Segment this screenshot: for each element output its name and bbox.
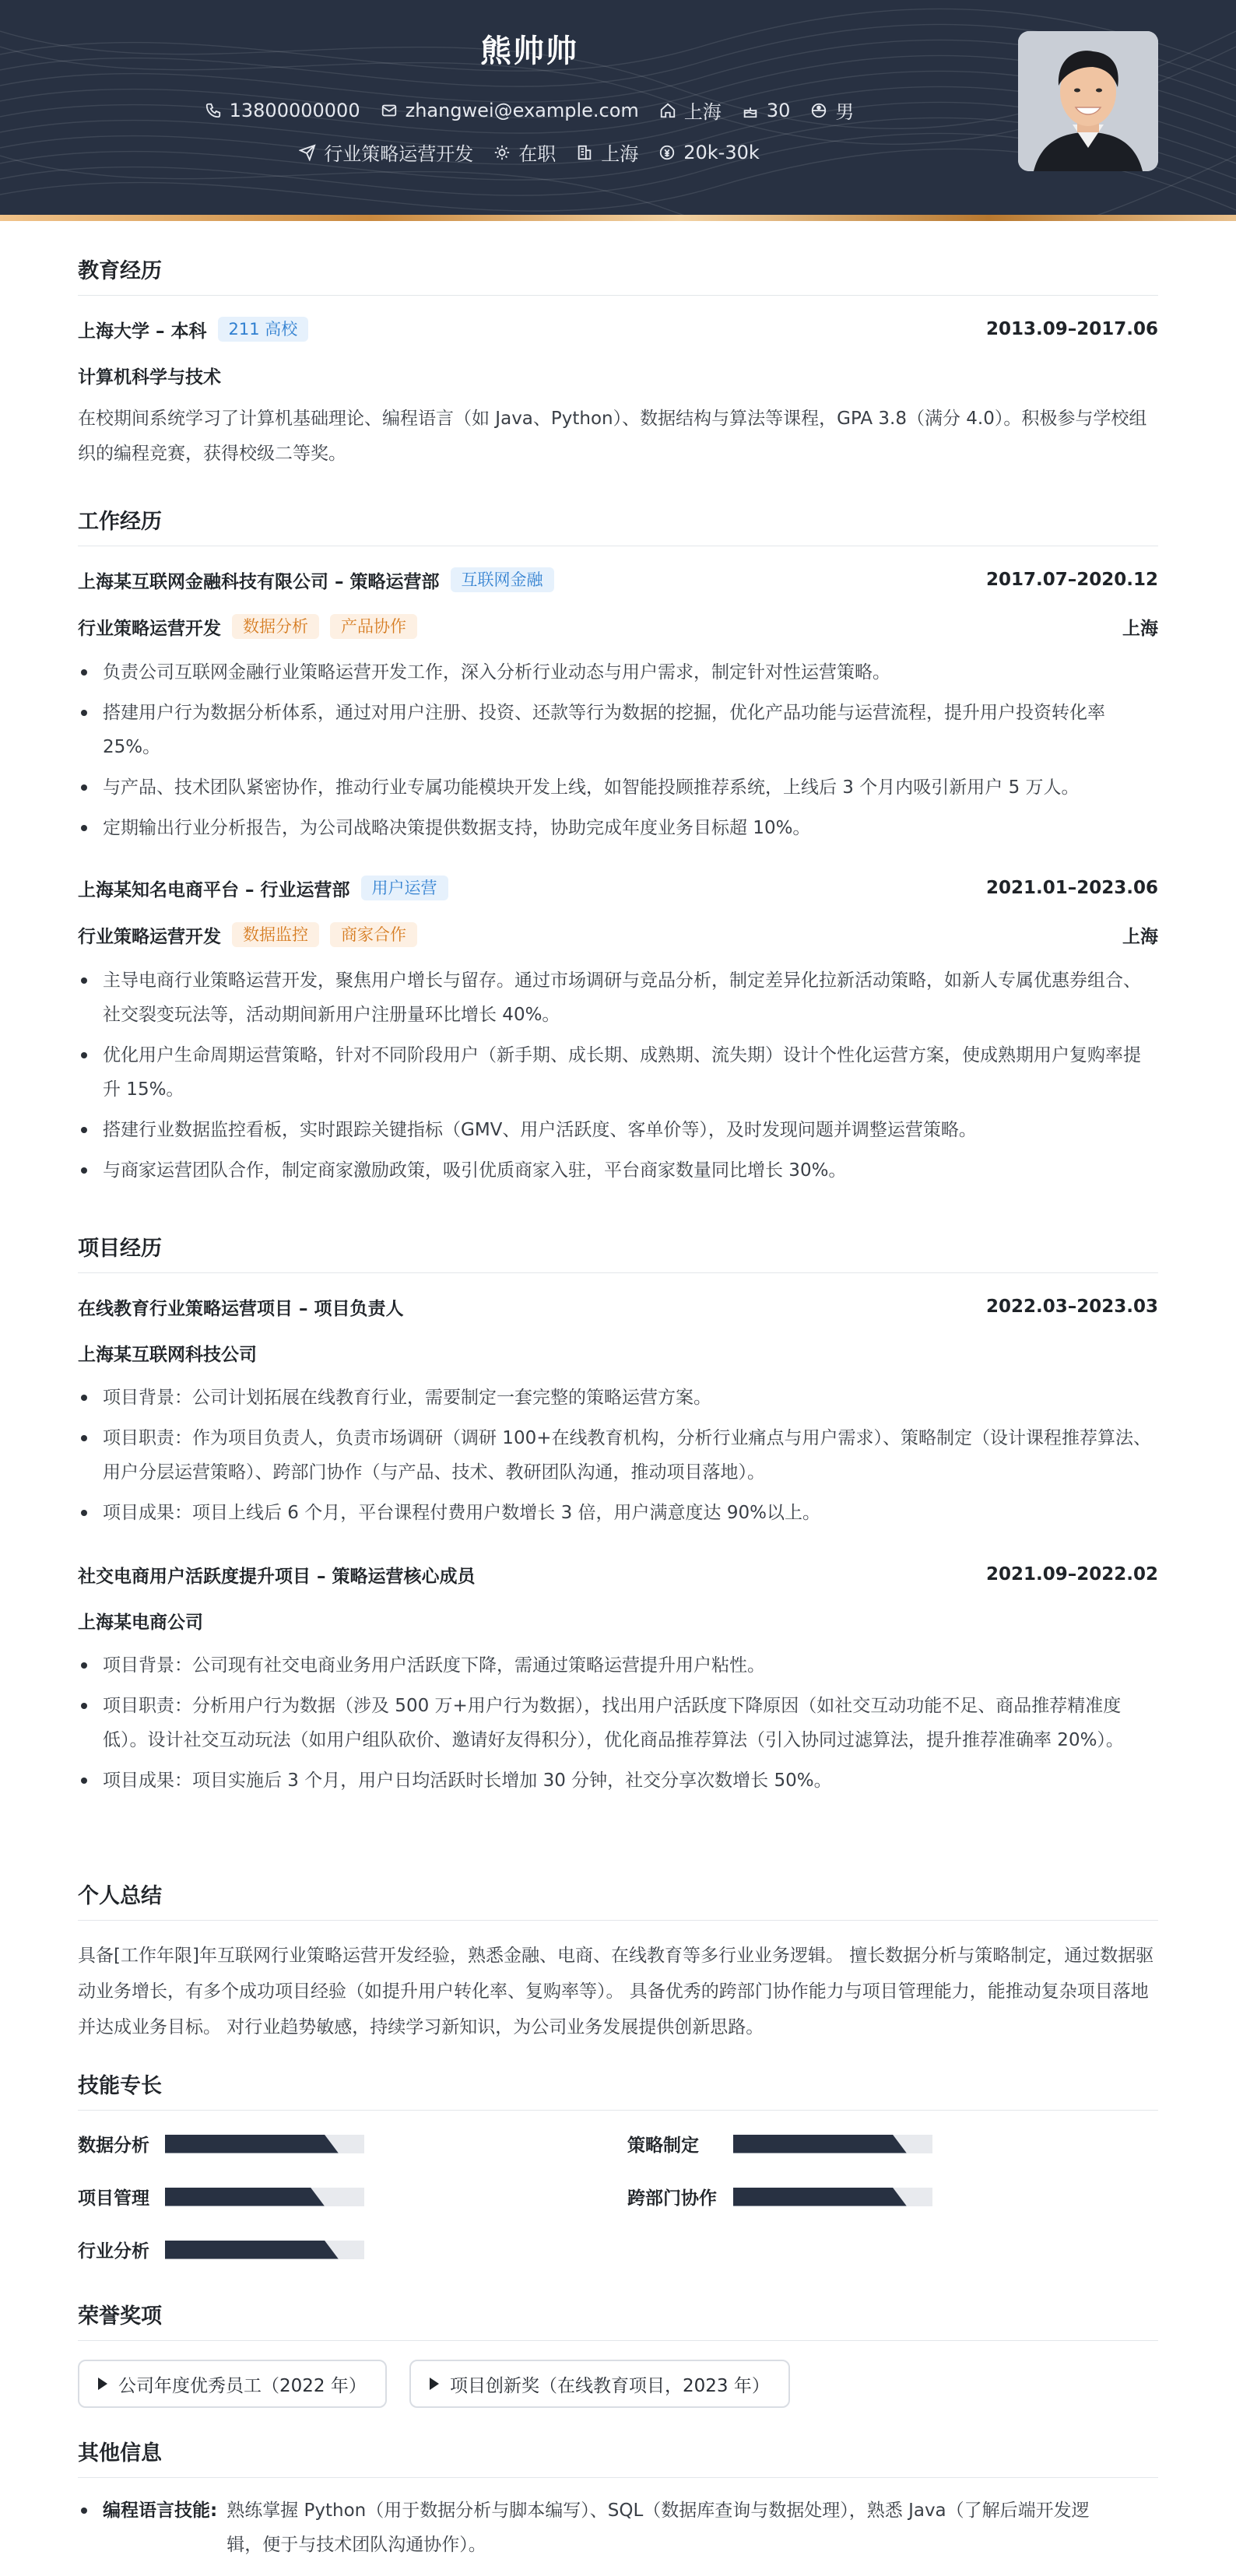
projects-section-title: 项目经历 xyxy=(78,1231,1158,1273)
work-section-title: 工作经历 xyxy=(78,504,1158,546)
major-name: 计算机科学与技术 xyxy=(78,367,221,388)
job-1-skill-tag: 产品协作 xyxy=(330,614,417,639)
job-2-bullets xyxy=(78,963,1158,1194)
skill-bar-track xyxy=(165,2188,364,2206)
send-icon xyxy=(299,144,316,161)
list-item: 与商家运营团队合作，制定商家激励政策，吸引优质商家入驻，平台商家数量同比增长 30%。 xyxy=(78,1153,1158,1188)
play-icon xyxy=(98,2378,107,2390)
city-item xyxy=(659,97,722,124)
list-item: 项目背景：公司计划拓展在线教育行业，需要制定一套完整的策略运营方案。 xyxy=(78,1381,1158,1415)
cake-icon xyxy=(742,102,759,119)
summary-text: 具备[工作年限]年互联网行业策略运营开发经验，熟悉金融、电商、在线教育等多行业业务逻辑。 擅长数据分析与策略制定，通过数据驱动业务增长，有多个成功项目经验（如提升用户转化率、复购率等）。 具备优秀的跨部门协作能力与项目管理能力，能推动复杂项目落地并达成业务目标。 对行业趋势敏感，持续学习新知识，为公司业务发展提供创新思路。 xyxy=(78,1946,1154,2037)
job-1-date: 2017.07–2020.12 xyxy=(985,570,1158,590)
city-text: 上海 xyxy=(683,101,722,123)
skill-name: 数据分析 xyxy=(78,2136,149,2156)
phone-icon xyxy=(205,102,222,119)
skill-item xyxy=(627,2131,932,2157)
gender-text: 男 xyxy=(835,101,855,123)
project-2-bullets xyxy=(78,1648,1158,1804)
skills-section-title: 技能专长 xyxy=(78,2069,1158,2111)
age-text: 30 xyxy=(766,99,791,121)
programming-skill-label: 编程语言技能: xyxy=(103,2501,218,2521)
skill-name: 跨部门协作 xyxy=(627,2188,717,2209)
job-1-skill-tag: 数据分析 xyxy=(232,614,319,639)
job-status-text: 在职 xyxy=(518,143,557,165)
honor-text: 公司年度优秀员工（2022 年） xyxy=(118,2375,367,2396)
building-icon xyxy=(576,144,593,161)
skill-bar-track xyxy=(165,2241,364,2259)
salary-item xyxy=(658,142,760,163)
list-item: 项目成果：项目上线后 6 个月，平台课程付费用户数增长 3 倍，用户满意度达 90%以上。 xyxy=(78,1496,1158,1530)
project-1-header xyxy=(78,1293,1158,1320)
job-2-role-row xyxy=(78,921,1158,948)
skill-item xyxy=(78,2184,364,2209)
education-section-title: 教育经历 xyxy=(78,254,1158,296)
avatar-photo xyxy=(1018,31,1158,171)
target-city-item xyxy=(576,139,638,166)
job-intent-row xyxy=(0,139,1059,166)
skill-bar-track xyxy=(733,2188,932,2206)
list-item: 搭建行业数据监控看板，实时跟踪关键指标（GMV、用户活跃度、客单价等），及时发现问题并调整运营策略。 xyxy=(78,1113,1158,1147)
target-position-text: 行业策略运营开发 xyxy=(324,143,474,165)
salary-text: 20k-30k xyxy=(683,141,760,163)
list-item: 与产品、技术团队紧密协作，推动行业专属功能模块开发上线，如智能投顾推荐系统，上线后 3 个月内吸引新用户 5 万人。 xyxy=(78,770,1158,805)
job-1-location: 上海 xyxy=(1122,618,1158,639)
list-item: 搭建用户行为数据分析体系，通过对用户注册、投资、还款等行为数据的挖掘，优化产品功能与运营流程，提升用户投资转化率 25%。 xyxy=(78,696,1158,764)
skill-bar-fill xyxy=(165,2188,325,2206)
summary-section-title: 个人总结 xyxy=(78,1879,1158,1921)
status-icon xyxy=(493,144,511,161)
job-1-header xyxy=(78,567,1158,593)
project-1-org: 上海某互联网科技公司 xyxy=(78,1345,257,1365)
programming-skill-value: 熟练掌握 Python（用于数据分析与脚本编写）、SQL（数据库查询与数据处理），熟悉 Java（了解后端开发逻辑，便于与技术团队沟通协作）。 xyxy=(226,2501,1090,2555)
email-item xyxy=(381,100,639,121)
honors-section-title: 荣誉奖项 xyxy=(78,2299,1158,2341)
other-section-title: 其他信息 xyxy=(78,2436,1158,2478)
age-item xyxy=(742,100,791,121)
skill-bar-fill xyxy=(733,2135,907,2153)
list-item: 项目成果：项目实施后 3 个月，用户日均活跃时长增加 30 分钟，社交分享次数增长 50%。 xyxy=(78,1764,1158,1798)
job-2-skill-tag: 数据监控 xyxy=(232,922,319,947)
gender-item xyxy=(810,97,854,124)
education-date: 2013.09–2017.06 xyxy=(985,319,1158,339)
project-2-date: 2021.09–2022.02 xyxy=(985,1564,1158,1585)
job-2-company: 上海某知名电商平台 – 行业运营部 xyxy=(78,879,350,900)
job-2-location: 上海 xyxy=(1122,926,1158,947)
honors-list xyxy=(78,2360,1158,2408)
list-item: 优化用户生命周期运营策略，针对不同阶段用户（新手期、成长期、成熟期、流失期）设计个性化运营方案，使成熟期用户复购率提升 15%。 xyxy=(78,1038,1158,1107)
list-item: 定期输出行业分析报告，为公司战略决策提供数据支持，协助完成年度业务目标超 10%。 xyxy=(78,811,1158,845)
list-item: 项目职责：作为项目负责人，负责市场调研（调研 100+在线教育机构，分析行业痛点与用户需求）、策略制定（设计课程推荐算法、用户分层运营策略）、跨部门协作（与产品、技术、教研团队沟通，推动项目落地）。 xyxy=(78,1421,1158,1490)
job-2-header xyxy=(78,875,1158,901)
project-1-bullets xyxy=(78,1381,1158,1536)
job-2-company-tag: 用户运营 xyxy=(361,876,448,900)
project-1-name: 在线教育行业策略运营项目 – 项目负责人 xyxy=(78,1298,404,1319)
list-item: 项目背景：公司现有社交电商业务用户活跃度下降，需通过策略运营提升用户粘性。 xyxy=(78,1648,1158,1683)
skill-name: 策略制定 xyxy=(627,2136,699,2156)
job-2-role: 行业策略运营开发 xyxy=(78,926,221,947)
list-item: 负责公司互联网金融行业策略运营开发工作，深入分析行业动态与用户需求，制定针对性运营策略。 xyxy=(78,655,1158,690)
skill-bar-fill xyxy=(165,2135,339,2153)
skill-name: 项目管理 xyxy=(78,2188,149,2209)
home-icon xyxy=(659,102,676,119)
skill-item xyxy=(78,2131,364,2157)
job-status-item xyxy=(493,139,556,166)
job-1-role: 行业策略运营开发 xyxy=(78,618,221,639)
gender-icon xyxy=(810,102,827,119)
portrait-illustration xyxy=(1018,31,1158,171)
honor-badge xyxy=(78,2360,387,2408)
target-city-text: 上海 xyxy=(601,143,639,165)
candidate-name: 熊帅帅 xyxy=(480,33,578,69)
other-info xyxy=(78,2494,1158,2562)
education-header-row xyxy=(78,316,1158,342)
job-2-skill-tag: 商家合作 xyxy=(330,922,417,947)
job-1-bullets xyxy=(78,655,1158,851)
school-tag: 211 高校 xyxy=(218,317,309,342)
school-name: 上海大学 – 本科 xyxy=(78,321,207,342)
skill-item xyxy=(627,2184,932,2209)
resume-header xyxy=(0,0,1236,221)
education-description: 在校期间系统学习了计算机基础理论、编程语言（如 Java、Python）、数据结构与算法等课程，GPA 3.8（满分 4.0）。积极参与学校组织的编程竞赛，获得校级二等奖。 xyxy=(78,409,1147,464)
phone-text: 13800000000 xyxy=(229,99,360,121)
honor-badge xyxy=(409,2360,790,2408)
job-2-date: 2021.01–2023.06 xyxy=(985,878,1158,898)
list-item: 项目职责：分析用户行为数据（涉及 500 万+用户行为数据），找出用户活跃度下降原因（如社交互动功能不足、商品推荐精准度低）。设计社交互动玩法（如用户组队砍价、邀请好友得积分），优化商品推荐算法（引入协同过滤算法，提升推荐准确率 20%）。 xyxy=(78,1689,1158,1757)
project-2-name: 社交电商用户活跃度提升项目 – 策略运营核心成员 xyxy=(78,1566,476,1587)
skill-bar-fill xyxy=(733,2188,907,2206)
email-text: zhangwei@example.com xyxy=(405,99,639,121)
job-1-company-tag: 互联网金融 xyxy=(451,567,554,592)
play-icon xyxy=(430,2378,439,2390)
list-item xyxy=(78,2494,1158,2562)
project-2-org: 上海某电商公司 xyxy=(78,1613,203,1633)
phone-item xyxy=(205,100,360,121)
mail-icon xyxy=(381,102,398,119)
honor-text: 项目创新奖（在线教育项目，2023 年） xyxy=(450,2375,770,2396)
target-position-item xyxy=(299,139,473,166)
job-1-company: 上海某互联网金融科技有限公司 – 策略运营部 xyxy=(78,571,440,592)
project-2-header xyxy=(78,1561,1158,1588)
skill-name: 行业分析 xyxy=(78,2241,149,2262)
project-1-date: 2022.03–2023.03 xyxy=(985,1297,1158,1317)
skill-item xyxy=(78,2237,364,2262)
skill-bar-track xyxy=(165,2135,364,2153)
contact-row xyxy=(0,97,1059,124)
list-item: 主导电商行业策略运营开发，聚焦用户增长与留存。通过市场调研与竞品分析，制定差异化拉新活动策略，如新人专属优惠券组合、社交裂变玩法等，活动期间新用户注册量环比增长 40%。 xyxy=(78,963,1158,1032)
salary-icon xyxy=(658,144,676,161)
job-1-role-row xyxy=(78,613,1158,640)
skill-bar-track xyxy=(733,2135,932,2153)
skill-bar-fill xyxy=(165,2241,339,2259)
